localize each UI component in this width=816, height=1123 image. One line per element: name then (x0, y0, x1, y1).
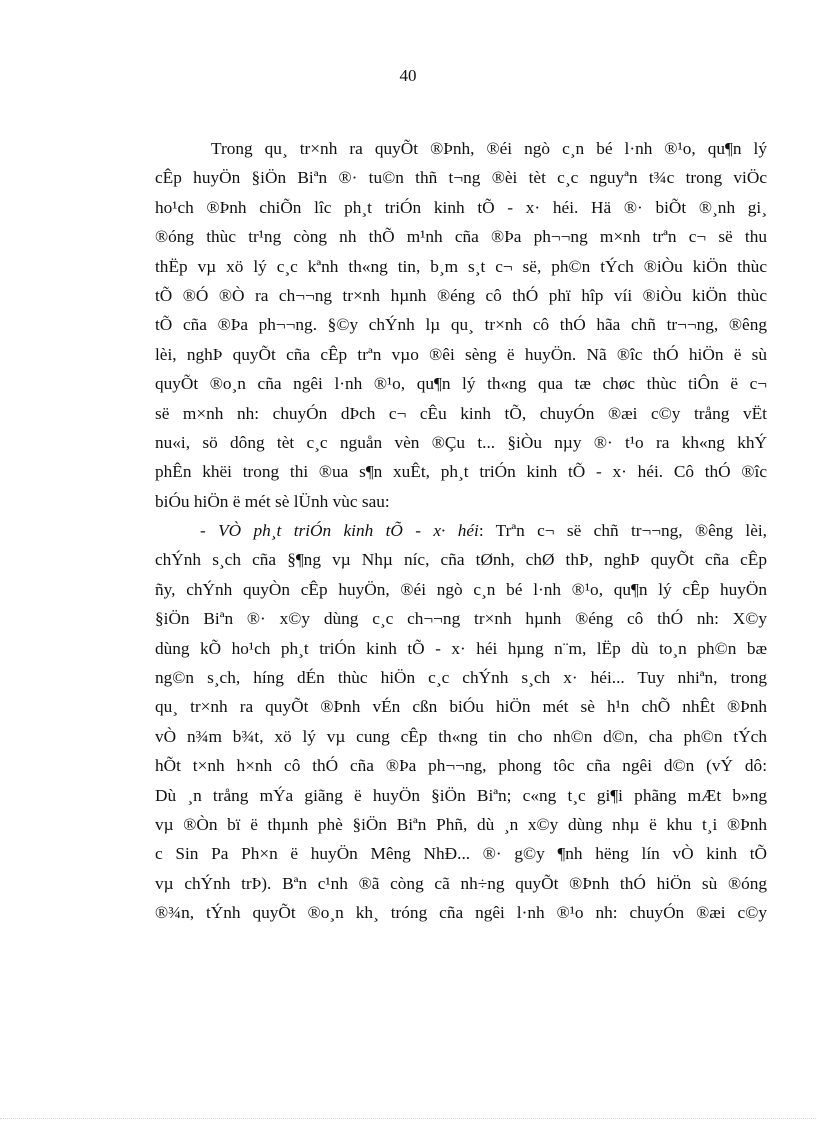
paragraph-2-line: vµ ®Òn bï ë thµnh phè §iÖn Biªn Phñ, dù ¸n x©y dùng nhµ ë khu t¸i ®Þnh (155, 814, 767, 834)
paragraph-2-lead-text: : Trªn c¬ së chñ tr¬¬ng, ®êng lèi, (478, 521, 768, 541)
paragraph-2-line: hÕt t×nh h×nh cô thÓ cña ®Þa ph¬¬ng, phong tôc cña ngêi d©n (vÝ dô: (155, 756, 767, 776)
paragraph-1-line: biÓu hiÖn ë mét sè lÜnh vùc sau: (155, 491, 390, 511)
paragraph-2-line: vÒ n¾m b¾t, xö lý vµ cung cÊp th«ng tin cho nh©n d©n, cha ph©n tÝch (155, 726, 767, 746)
paragraph-2-line: §iÖn Biªn ®· x©y dùng c¸c ch¬¬ng tr×nh hµnh ®éng cô thÓ nh: X©y (155, 609, 767, 629)
paragraph-1-line: tÕ cña ®Þa ph¬¬ng. §©y chÝnh lµ qu¸ tr×nh cô thÓ hãa chñ tr¬¬ng, ®êng (155, 315, 767, 335)
paragraph-1-line: cÊp huyÖn §iÖn Biªn ®· tu©n thñ t¬ng ®èi tèt c¸c nguyªn t¾c trong viÖc (155, 168, 767, 188)
paragraph-1-line: phÊn khëi trong thi ®ua s¶n xuÊt, ph¸t triÓn kinh tÕ - x· héi. Cô thÓ ®îc (155, 462, 767, 482)
paragraph-1-line: quyÕt ®o¸n cña ngêi l·nh ®¹o, qu¶n lý th«ng qua tæ chøc thùc tiÔn ë c¬ (155, 374, 767, 394)
page-number: 40 (399, 66, 417, 85)
paragraph-2-line: ®¾n, tÝnh quyÕt ®o¸n kh¸ tróng cña ngêi l·nh ®¹o nh: chuyÓn ®æi c©y (155, 903, 767, 923)
paragraph-1-line: thËp vµ xö lý c¸c kªnh th«ng tin, b¸m s¸t c¬ së, ph©n tÝch ®iÒu kiÖn thùc (155, 256, 767, 276)
paragraph-1-line: lèi, nghÞ quyÕt cña cÊp trªn vµo ®êi sèng ë huyÖn. Nã ®îc thÓ hiÖn ë sù (155, 344, 767, 364)
paragraph-1-line: Trong qu¸ tr×nh ra quyÕt ®Þnh, ®éi ngò c¸n bé l·nh ®¹o, qu¶n lý (211, 139, 767, 158)
body-text (155, 134, 767, 928)
paragraph-2-line: dùng kÕ ho¹ch ph¸t triÓn kinh tÕ - x· héi hµng n¨m, lËp dù to¸n ph©n bæ (155, 638, 767, 658)
paragraph-2-first-line (155, 516, 767, 545)
paragraph-1-line: nu«i, sö dông tèt c¸c nguån vèn ®Çu t... §iÒu nµy ®· t¹o ra kh«ng khÝ (155, 432, 767, 452)
page-bottom-divider (0, 1118, 816, 1119)
paragraph-2-line: c Sin Pa Ph×n ë huyÖn Mêng NhÐ... ®· g©y ¶nh hëng lín vÒ kinh tÕ (155, 844, 767, 864)
paragraph-1-line: ®óng thùc tr¹ng còng nh thÕ m¹nh cña ®Þa ph¬¬ng m×nh trªn c¬ së thu (155, 227, 767, 247)
paragraph-2-line: Dù ¸n trång mÝa giãng ë huyÖn §iÖn Biªn; c«ng t¸c gi¶i phãng mÆt b»ng (155, 785, 767, 805)
paragraph-1-line: së m×nh nh: chuyÓn dÞch c¬ cÊu kinh tÕ, chuyÓn ®æi c©y trång vËt (155, 403, 767, 423)
paragraph-2-line: chÝnh s¸ch cña §¶ng vµ Nhµ níc, cña tØnh, chØ thÞ, nghÞ quyÕt cña cÊp (155, 550, 767, 570)
paragraph-2-line: vµ chÝnh trÞ). Bªn c¹nh ®ã còng cã nh÷ng quyÕt ®Þnh thÓ hiÖn sù ®óng (155, 873, 767, 893)
paragraph-2-line: qu¸ tr×nh ra quyÕt ®Þnh vÉn cßn biÓu hiÖn mét sè h¹n chÕ nhÊt ®Þnh (155, 697, 767, 717)
paragraph-1-line: tÕ ®Ó ®Ò ra ch¬¬ng tr×nh hµnh ®éng cô thÓ phï hîp víi ®iÒu kiÖn thùc (155, 285, 767, 305)
paragraph-1-line: ho¹ch ®Þnh chiÕn lîc ph¸t triÓn kinh tÕ - x· héi. Hä ®· biÕt ®¸nh gi¸ (155, 197, 767, 217)
section-heading: - VÒ ph¸t triÓn kinh tÕ - x· héi (200, 521, 479, 541)
paragraph-2-line: ng©n s¸ch, híng dÉn thùc hiÖn c¸c chÝnh s¸ch x· héi... Tuy nhiªn, trong (155, 668, 767, 688)
paragraph-2-line: ñy, chÝnh quyÒn cÊp huyÖn, ®éi ngò c¸n bé l·nh ®¹o, qu¶n lý cÊp huyÖn (155, 579, 767, 599)
